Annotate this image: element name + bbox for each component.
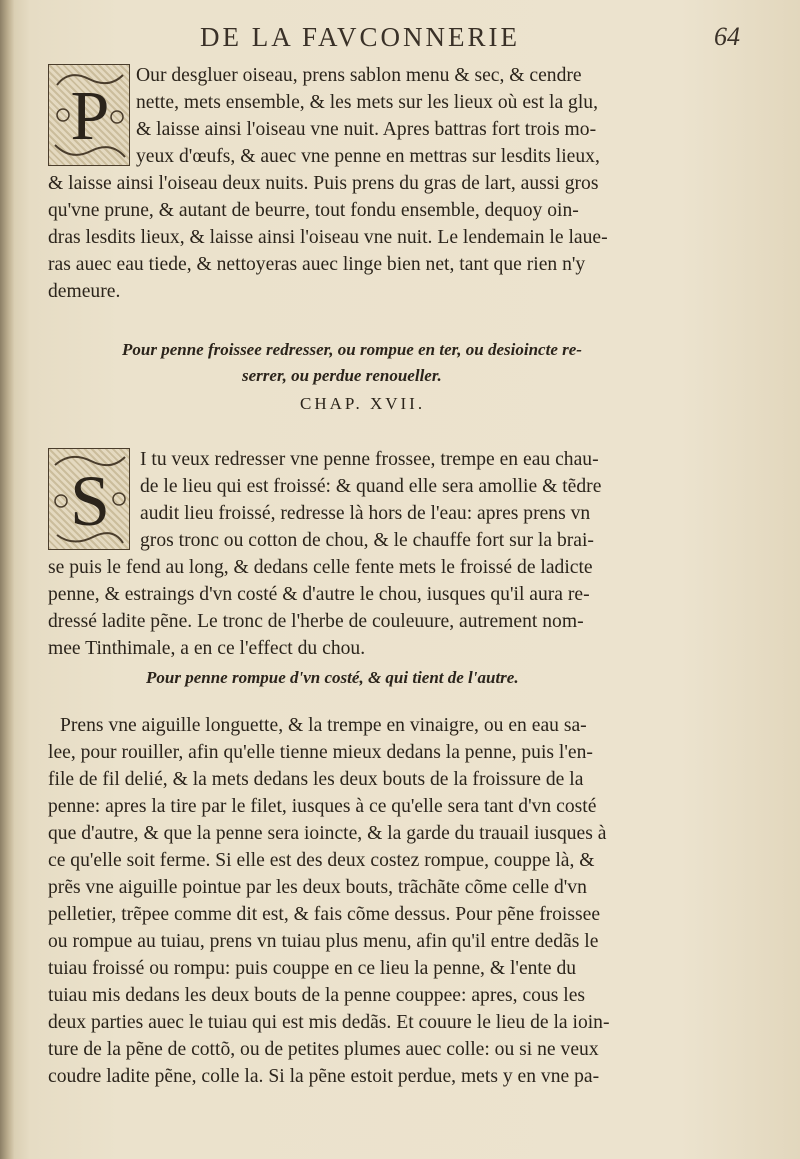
running-title: DE LA FAVCONNERIE bbox=[200, 22, 521, 52]
chapter-number: CHAP. XVII. bbox=[300, 394, 426, 413]
text-line: ture de la pẽne de cottõ, ou de petites plumes auec colle: ou si ne veux bbox=[48, 1039, 599, 1060]
text-line: dressé ladite pẽne. Le tronc de l'herbe de couleuure, autrement nom- bbox=[48, 611, 584, 632]
text-line: se puis le fend au long, & dedans celle fente mets le froissé de ladicte bbox=[48, 557, 593, 578]
initial-letter: P bbox=[70, 78, 110, 155]
text-line: gros tronc ou cotton de chou, & le chauffe fort sur la brai- bbox=[140, 530, 594, 551]
text-line: mee Tinthimale, a en ce l'effect du chou. bbox=[48, 638, 366, 659]
text-line: dras lesdits lieux, & laisse ainsi l'oiseau vne nuit. Le lendemain le laue- bbox=[48, 227, 608, 248]
text-line: & laisse ainsi l'oiseau vne nuit. Apres battras fort trois mo- bbox=[136, 119, 597, 140]
initial-letter: S bbox=[69, 461, 111, 541]
page-number: 64 bbox=[714, 22, 740, 51]
page-header bbox=[200, 22, 740, 58]
text-line: prẽs vne aiguille pointue par les deux bouts, trãchãte cõme celle d'vn bbox=[48, 877, 587, 898]
text-line: de le lieu qui est froissé: & quand elle sera amollie & tẽdre bbox=[140, 476, 602, 497]
text-line: demeure. bbox=[48, 281, 121, 302]
text-line: qu'vne prune, & autant de beurre, tout fondu ensemble, dequoy oin- bbox=[48, 200, 579, 221]
text-line: coudre ladite pẽne, colle la. Si la pẽne estoit perdue, mets y en vne pa- bbox=[48, 1066, 600, 1087]
text-line: ras auec eau tiede, & nettoyeras auec linge bien net, tant que rien n'y bbox=[48, 254, 586, 275]
text-line: lee, pour rouiller, afin qu'elle tienne mieux dedans la penne, puis l'en- bbox=[48, 742, 593, 763]
text-line: yeux d'œufs, & auec vne penne en mettras sur lesdits lieux, bbox=[136, 146, 600, 167]
text-line: pelletier, trẽpee comme dit est, & fais cõme dessus. Pour pẽne froissee bbox=[48, 904, 601, 925]
text-line: que d'autre, & que la penne sera ioincte, & la garde du trauail iusques à bbox=[48, 823, 607, 844]
paragraph-3 bbox=[48, 712, 728, 1090]
text-line: ce qu'elle soit ferme. Si elle est des deux costez rompue, couppe là, & bbox=[48, 850, 595, 871]
text-line: Our desgluer oiseau, prens sablon menu & sec, & cendre bbox=[136, 65, 582, 86]
text-line: tuiau froissé ou rompu: puis couppe en ce lieu la penne, & l'ente du bbox=[48, 958, 577, 979]
chapter-heading-line-2: serrer, ou perdue renoueller. bbox=[242, 366, 442, 385]
text-line: penne: apres la tire par le filet, iusques à ce qu'elle sera tant d'vn costé bbox=[48, 796, 597, 817]
section-heading: Pour penne rompue d'vn costé, & qui tient de l'autre. bbox=[146, 668, 519, 687]
paragraph-2 bbox=[48, 446, 728, 662]
book-spine bbox=[0, 0, 14, 1159]
text-line: deux parties auec le tuiau qui est mis dedãs. Et couure le lieu de la ioin- bbox=[48, 1012, 610, 1033]
text-line: & laisse ainsi l'oiseau deux nuits. Puis prens du gras de lart, aussi gros bbox=[48, 173, 599, 194]
text-line: tuiau mis dedans les deux bouts de la penne couppee: apres, cous les bbox=[48, 985, 586, 1006]
paragraph-1 bbox=[48, 62, 728, 305]
text-line: penne, & estraings d'vn costé & d'autre le chou, iusques qu'il aura re- bbox=[48, 584, 590, 605]
text-line: Prens vne aiguille longuette, & la trempe en vinaigre, ou en eau sa- bbox=[60, 715, 587, 736]
chapter-heading-line-1: Pour penne froissee redresser, ou rompue en ter, ou desioincte re- bbox=[122, 340, 582, 359]
text-line: ou rompue au tuiau, prens vn tuiau plus menu, afin qu'il entre dedãs le bbox=[48, 931, 599, 952]
text-line: file de fil delié, & la mets dedans les deux bouts de la froissure de la bbox=[48, 769, 584, 790]
text-line: nette, mets ensemble, & les mets sur les lieux où est la glu, bbox=[136, 92, 598, 113]
text-line: audit lieu froissé, redresse là hors de l'eau: apres prens vn bbox=[140, 503, 591, 524]
text-line: I tu veux redresser vne penne frossee, trempe en eau chau- bbox=[140, 449, 599, 470]
